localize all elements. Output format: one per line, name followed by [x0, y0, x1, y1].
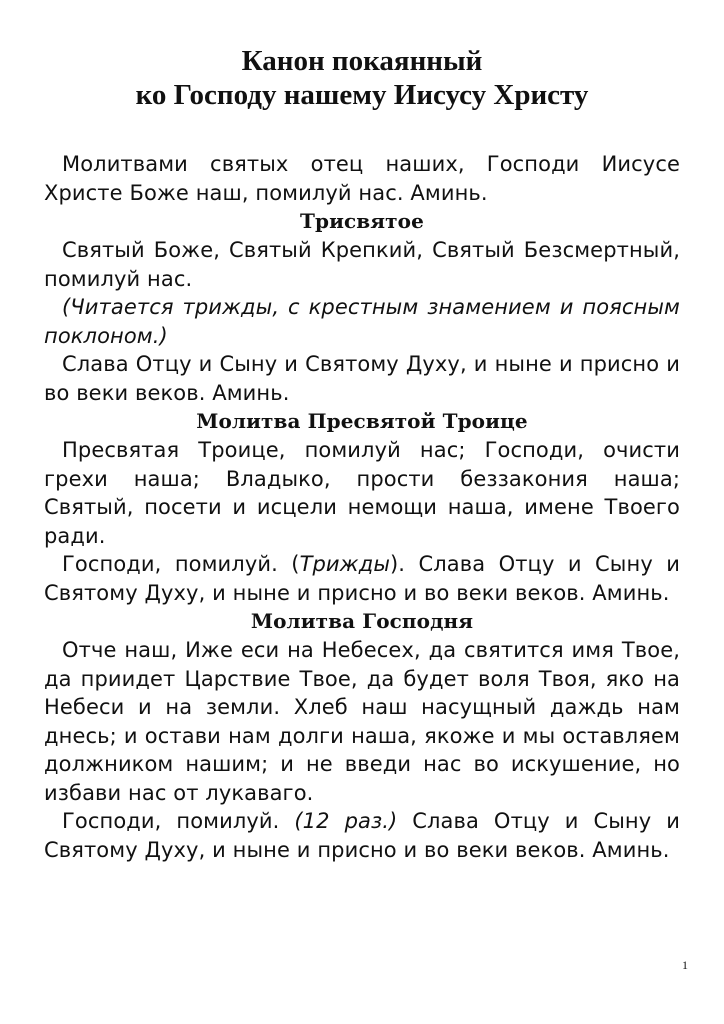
trinity-prayer-kyrie — [44, 550, 680, 607]
trinity-kyrie-rubric: Трижды — [299, 552, 391, 576]
trinity-kyrie-before: Господи, помилуй. ( — [62, 552, 300, 576]
lords-prayer-kyrie — [44, 807, 680, 864]
page-title-line-1: Канон покаянный — [241, 45, 483, 77]
lords-kyrie-after: Слава Отцу и Сыну и Святому Духу, и ныне и присно и во веки веков. Аминь. — [44, 809, 680, 862]
trinity-kyrie-after: ). Слава Отцу и Сыну и Святому Духу, и ныне и присно и во веки веков. Аминь. — [44, 552, 680, 605]
trinity-prayer-text: Пресвятая Троице, помилуй нас; Господи, очисти грехи наша; Владыко, прости беззакония наша; Святый, посети и исцели немощи наша, имене Твоего ради. — [44, 438, 680, 548]
lords-kyrie-rubric: (12 раз.) — [294, 809, 398, 833]
trisagion-rubric: (Читается трижды, с крестным знамением и поясным поклоном.) — [44, 295, 680, 348]
lords-prayer-heading: Молитва Господня — [250, 609, 474, 633]
trisagion-text: Святый Боже, Святый Крепкий, Святый Безсмертный, помилуй нас. — [44, 238, 680, 291]
trinity-prayer-heading: Молитва Пресвятой Троице — [196, 409, 528, 433]
trisagion-glory: Слава Отцу и Сыну и Святому Духу, и ныне и присно и во веки веков. Аминь. — [44, 352, 680, 405]
lords-prayer-text: Отче наш, Иже еси на Небесех, да святится имя Твое, да приидет Царствие Твое, да будет воля Твоя, яко на Небеси и на земли. Хлеб наш насущный даждь нам днесь; и остави нам долги наша, якоже и мы оставляем должником нашим; и не введи нас во искушение, но избави нас от лукаваго. — [44, 638, 680, 805]
lords-kyrie-before: Господи, помилуй. — [62, 809, 295, 833]
document-body — [44, 150, 680, 864]
page-number: 1 — [682, 958, 688, 972]
trisagion-heading: Трисвятое — [300, 209, 424, 233]
opening-prayer: Молитвами святых отец наших, Господи Иисусе Христе Боже наш, помилуй нас. Аминь. — [44, 152, 680, 205]
page-title-line-2: ко Господу нашему Иисусу Христу — [135, 79, 589, 111]
